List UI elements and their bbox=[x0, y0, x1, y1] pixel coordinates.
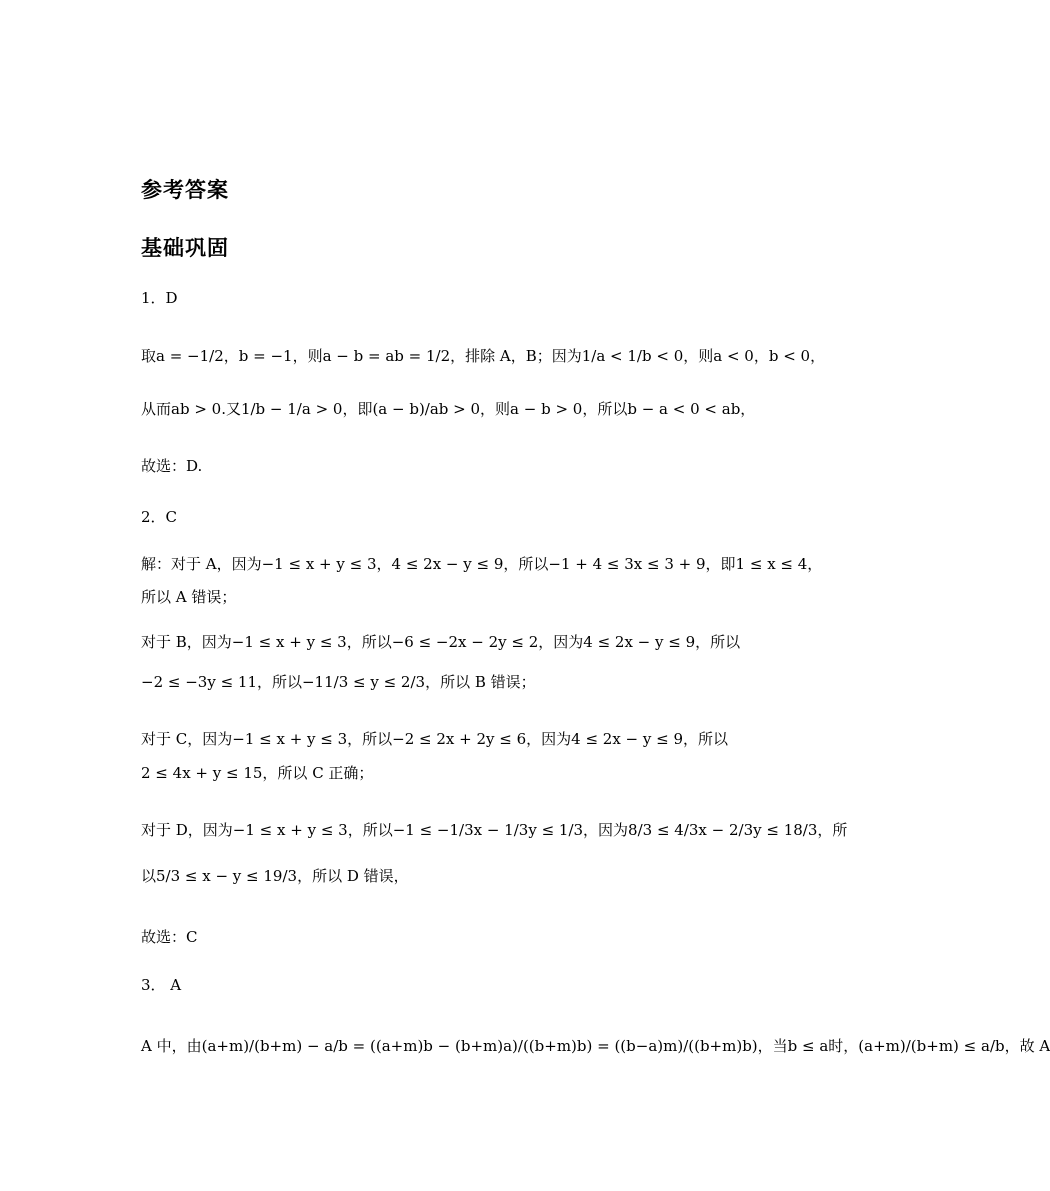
q2-line-8: 以5/3 ≤ x − y ≤ 19/3，所以 D 错误， bbox=[141, 867, 409, 885]
q3-answer: 3． A bbox=[141, 976, 182, 994]
q1-conclusion: 故选：D. bbox=[141, 457, 203, 475]
q2-line-2: 所以 A 错误； bbox=[141, 588, 237, 606]
q1-line-1: 取a = −1/2，b = −1，则a − b = ab = 1/2，排除 A，B；因为1/a < 1/b < 0，则a < 0，b < 0， bbox=[141, 347, 826, 365]
q2-line-5: 对于 C，因为−1 ≤ x + y ≤ 3，所以−2 ≤ 2x + 2y ≤ 6，因为4 ≤ 2x − y ≤ 9，所以 bbox=[141, 730, 729, 748]
q2-conclusion: 故选：C bbox=[141, 928, 198, 946]
heading-answers: 参考答案 bbox=[141, 178, 229, 202]
q3-line-1: A 中，由(a+m)/(b+m) − a/b = ((a+m)b − (b+m)a)/((b+m)b) = ((b−a)m)/((b+m)b)，当b ≤ a时，(a+m)/(b+m) ≤ a/b，故 A bbox=[141, 1037, 1050, 1055]
q2-line-1: 解：对于 A，因为−1 ≤ x + y ≤ 3，4 ≤ 2x − y ≤ 9，所以−1 + 4 ≤ 3x ≤ 3 + 9，即1 ≤ x ≤ 4， bbox=[141, 555, 823, 573]
q2-line-6: 2 ≤ 4x + y ≤ 15，所以 C 正确； bbox=[141, 764, 374, 782]
q2-line-4: −2 ≤ −3y ≤ 11，所以−11/3 ≤ y ≤ 2/3，所以 B 错误； bbox=[141, 673, 536, 691]
q1-line-2: 从而ab > 0.又1/b − 1/a > 0，即(a − b)/ab > 0，则a − b > 0，所以b − a < 0 < ab， bbox=[141, 400, 756, 418]
q1-answer: 1．D bbox=[141, 289, 178, 307]
q2-line-3: 对于 B，因为−1 ≤ x + y ≤ 3，所以−6 ≤ −2x − 2y ≤ 2，因为4 ≤ 2x − y ≤ 9，所以 bbox=[141, 633, 741, 651]
heading-basics: 基础巩固 bbox=[141, 236, 229, 260]
q2-line-7: 对于 D，因为−1 ≤ x + y ≤ 3，所以−1 ≤ −1/3x − 1/3y ≤ 1/3，因为8/3 ≤ 4/3x − 2/3y ≤ 18/3，所 bbox=[141, 821, 848, 839]
q2-answer: 2．C bbox=[141, 508, 178, 526]
